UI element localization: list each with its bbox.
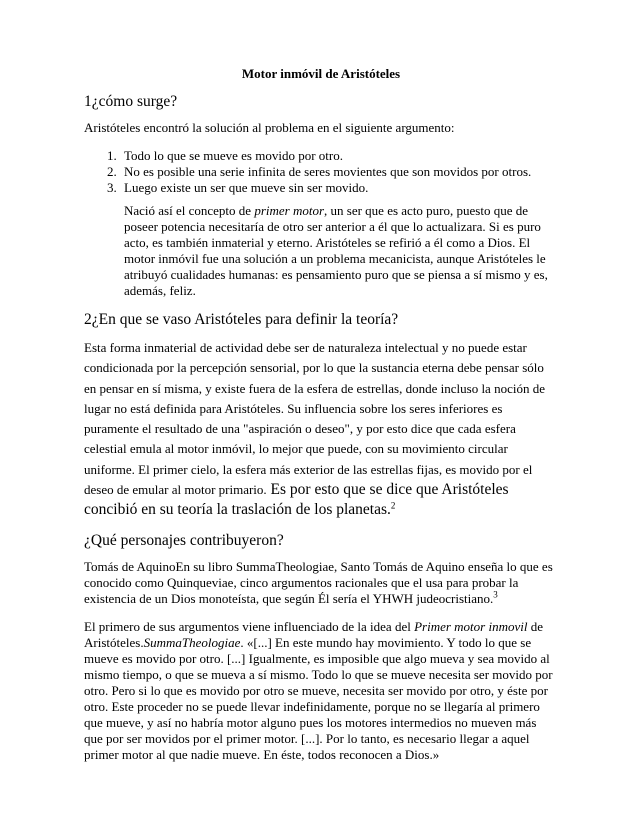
section2-heading: 2¿En que se vaso Aristóteles para definir la teoría?	[84, 311, 399, 328]
paragraph-large-text: Es por esto que se dice que Aristóteles concibió en su teoría la traslación de los planetas.	[84, 481, 509, 519]
paragraph-text: , un ser que es acto puro, puesto que de poseer potencia necesitaría de otro ser anterior a él que lo actualizara. Si es puro acto, es también inmaterial y eterno. Aristóteles se refirió a él como a Dios. El motor inmóvil fue una solución a un problema mecanicista, aunque Aristóteles le atribuyó cualidades humanas: es pensamiento puro que se piensa a sí mismo y es, además, feliz.	[124, 203, 548, 298]
paragraph-text: Esta forma inmaterial de actividad debe ser de naturaleza intelectual y no puede estar condicionada por la percepción sensorial, por lo que la sustancia eterna debe pensar sólo en pensar en sí misma, y existe fuera de la esfera de estrellas, donde incluso la noción de lugar no está definida para Aristóteles. Su influencia sobre los seres inferiores es puramente el resultado de una "aspiración o deseo", y por esto dice que cada esfera celestial emula al motor inmóvil, lo mejor que puede, con su movimiento circular uniforme. El primer cielo, la esfera más exterior de las estrellas fijas, es movido por el deseo de emular al motor primario.	[84, 340, 545, 498]
primer-motor-paragraph	[124, 203, 558, 299]
paragraph-text: de Aristóteles.	[84, 618, 543, 650]
emphasis-summa: SummaTheologiae	[143, 634, 241, 650]
list-item: 3. Luego existe un ser que mueve sin ser movido.	[120, 180, 558, 196]
section3-heading: ¿Qué personajes contribuyeron?	[84, 531, 284, 549]
footnote-ref: 2	[390, 501, 396, 512]
emphasis-primer-motor-inmovil: Primer motor inmovil	[414, 618, 528, 634]
paragraph-text: Nació así el concepto de	[124, 203, 255, 218]
list-item: 1. Todo lo que se mueve es movido por otro.	[120, 148, 558, 164]
paragraph-text: . «[...] En este mundo hay movimiento. Y todo lo que se mueve es movido por otro. [...] Igualmente, es imposible que algo mueva y sea movido al mismo tiempo, o que se mueva a sí mismo. Todo lo que se mueve necesita ser movido por otro. Pero si lo que es movido por otro se mueve, necesita ser movido por otro, y éste por otro. Este proceder no se puede llevar indefinidamente, porque no se llegaría al primero que mueve, y así no habría motor alguno pues los motores intermedios no mueven más que por ser movidos por el primer motor. [...]. Por lo tanto, es necesario llegar a aquel primer motor al que nadie mueve. En éste, todos reconocen a Dios.»	[84, 634, 553, 762]
paragraph-text: Tomás de AquinoEn su libro SummaTheologiae, Santo Tomás de Aquino enseña lo que es conocido como Quinqueviae, cinco argumentos racionales que el usa para probar la existencia de un Dios monoteísta, que según Él sería el YHWH judeocristiano.	[84, 558, 553, 606]
aquino-paragraph	[84, 559, 558, 607]
section1-heading: 1¿cómo surge?	[84, 93, 178, 110]
section2-paragraph	[84, 338, 558, 521]
first-argument-paragraph	[84, 619, 558, 763]
footnote-ref: 3	[493, 589, 498, 600]
emphasis-primer-motor: primer motor	[254, 203, 325, 218]
list-item: 2. No es posible una serie infinita de seres movientes que son movidos por otros.	[120, 164, 558, 180]
paragraph-text: El primero de sus argumentos viene influenciado de la idea del	[84, 618, 415, 634]
document-title: Motor inmóvil de Aristóteles	[241, 66, 401, 81]
document-page	[84, 66, 558, 763]
argument-list	[84, 148, 558, 196]
section1-intro: Aristóteles encontró la solución al problema en el siguiente argumento:	[84, 120, 455, 135]
